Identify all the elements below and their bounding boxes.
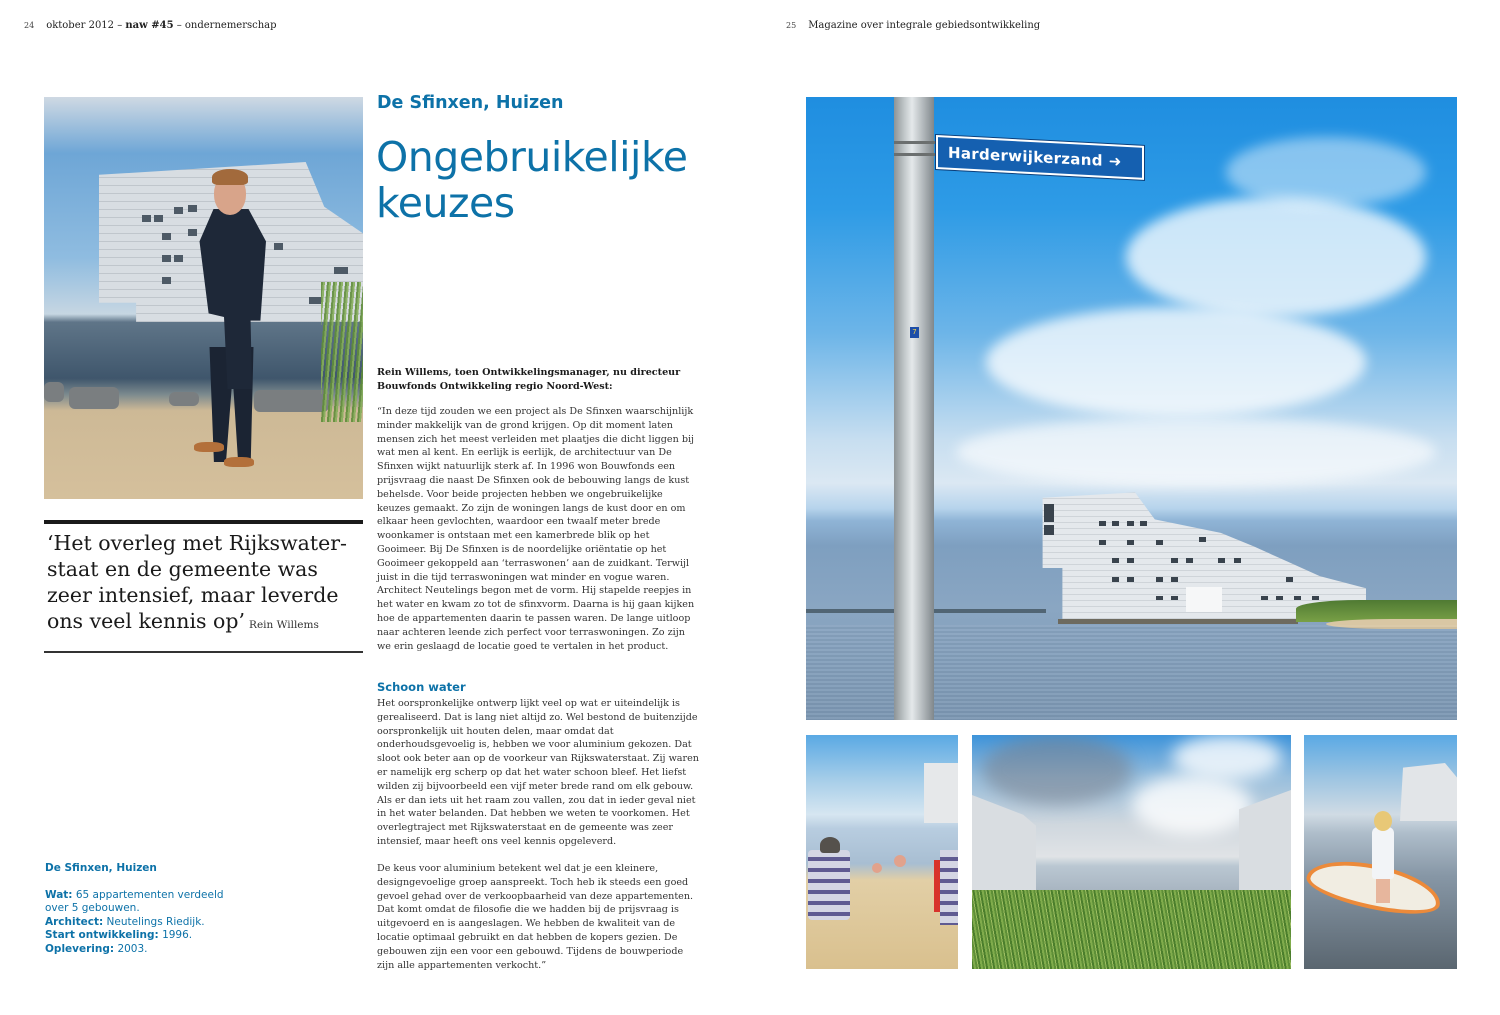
article-body-2	[377, 697, 699, 849]
pull-quote	[47, 530, 367, 638]
info-heading: De Sfinxen, Huizen	[45, 862, 157, 874]
paragraph: “In deze tijd zouden we een project als De Sfinxen waarschijnlijk minder makkelijk van de grond krijgen. Op dit moment laten mensen zich het meest verleiden met plaatjes die dicht liggen bij wat men al kent. En eerlijk is eerlijk, de architectuur van De Sfinxen wijkt natuurlijk sterk af. In 1996 won Bouwfonds een prijsvraag die naast De Sfinxen ook de bebouwing langs de kust behelsde. Voor beide projecten hebben we ongebruikelijke keuzes gemaakt. Zo zijn de woningen langs de kust door en om elkaar heen gevlochten, waardoor een twaalf meter brede woonkamer is ontstaan met een kamerbrede blik op het Gooimeer. Bij De Sfinxen is de noordelijke oriëntatie op het Gooimeer gekoppeld aan ‘terraswonen’ aan de zuidkant. Terwijl juist in die tijd terraswoningen wat minder en vogue waren.	[377, 406, 695, 583]
surfboard-photo	[1304, 735, 1457, 969]
info-box	[45, 862, 245, 957]
quote-rule-bottom	[44, 651, 363, 653]
info-item-wat: Wat: 65 appartementen verdeeld over 5 gebouwen.	[45, 888, 224, 915]
paragraph: Het oorspronkelijke ontwerp lijkt veel op wat er uiteindelijk is gerealiseerd. Dat is lang niet altijd zo. Wel bestond de buitenzijde oorspronkelijk uit houten delen, maar omdat dat onderhoudsgevoelig is, hebben we voor aluminium gekozen. Dat sloot ook beter aan op de voorkeur van Rijkswaterstaat. Zij waren er namelijk erg scherp op dat het water schoon bleef. Het liefst wilden zij bijvoorbeeld een vijf meter brede rand om elk gebouw. Als er dan iets uit het raam zou vallen, zou dat in ieder geval niet in het water belanden. Dat hebben we weten te voorkomen. Het overlegtraject met Rijkswaterstaat en de gemeente was zeer intensief, maar heeft ons veel kennis opgeleverd.	[377, 698, 699, 847]
arrow-right-icon: ➜	[1108, 152, 1122, 171]
article-title: Ongebruikelijke keuzes	[376, 133, 688, 227]
girl-figure	[1372, 827, 1394, 879]
beach-chair	[808, 850, 850, 920]
lamp-pole	[894, 97, 934, 720]
pull-quote-attribution: Rein Willems	[249, 619, 319, 631]
portrait-photo	[44, 97, 363, 499]
quote-rule-top	[44, 520, 363, 524]
article-lead: Rein Willems, toen Ontwikkelingsmanager, nu directeur Bouwfonds Ontwikkeling regio Noord-West:	[377, 367, 681, 392]
page-number: 24	[24, 21, 35, 30]
folio-title: Magazine over integrale gebiedsontwikkeling	[808, 20, 1041, 31]
left-folio	[24, 20, 277, 31]
info-item-start: Start ontwikkeling: 1996.	[45, 929, 193, 942]
main-photo	[806, 97, 1457, 720]
article-subheading: Schoon water	[377, 680, 466, 694]
street-sign	[936, 135, 1144, 180]
beach-photo	[806, 735, 958, 969]
folio-section: – ondernemerschap	[173, 20, 277, 31]
beach-chair	[940, 850, 958, 925]
article-kicker: De Sfinxen, Huizen	[377, 93, 564, 113]
page-number: 25	[786, 21, 797, 30]
article-body-1	[377, 405, 699, 653]
info-item-oplevering: Oplevering: 2003.	[45, 942, 148, 955]
reeds	[972, 890, 1291, 969]
pole-number-tag: 7	[910, 327, 919, 338]
building-left	[972, 795, 1036, 905]
folio-magazine: naw #45	[125, 20, 174, 31]
folio-date: oktober 2012 –	[46, 20, 126, 31]
pull-quote-text: ‘Het overleg met Rijkswater-staat en de gemeente was zeer intensief, maar leverde ons veel kennis op’	[47, 531, 347, 633]
paragraph: De keus voor aluminium betekent wel dat je een kleinere, designgevoelige groep aanspreekt. Toch heb ik steeds een goed gevoel gehad over de verkoopbaarheid van deze appartementen. Dat komt omdat de filosofie die we hadden bij de prijsvraag is uitgevoerd en is aangeslagen. We hebben de kwaliteit van de locatie optimaal gebruikt en dat hebben de kopers gezien. De gebouwen zijn een voor een gebouwd. Tijdens de bouwperiode zijn alle appartementen verkocht.”	[377, 863, 694, 971]
info-item-architect: Architect: Neutelings Riedijk.	[45, 915, 205, 928]
reeds	[321, 282, 363, 422]
article-body-3	[377, 862, 699, 972]
right-folio	[786, 20, 1040, 31]
reeds-photo	[972, 735, 1291, 969]
street-sign-text: Harderwijkerzand	[948, 143, 1103, 170]
paragraph: Architect Neutelings begon met de vorm. Hij stapelde reepjes in het water en kwam zo tot de sfinxvorm. Daarna is hij gaan kijken hoe de appartementen daarin te passen waren. De lange uitloop naar achteren leende zich perfect voor terraswoningen. Zo zijn we erin geslaagd de locatie goed te vertalen in het product.	[377, 585, 695, 652]
